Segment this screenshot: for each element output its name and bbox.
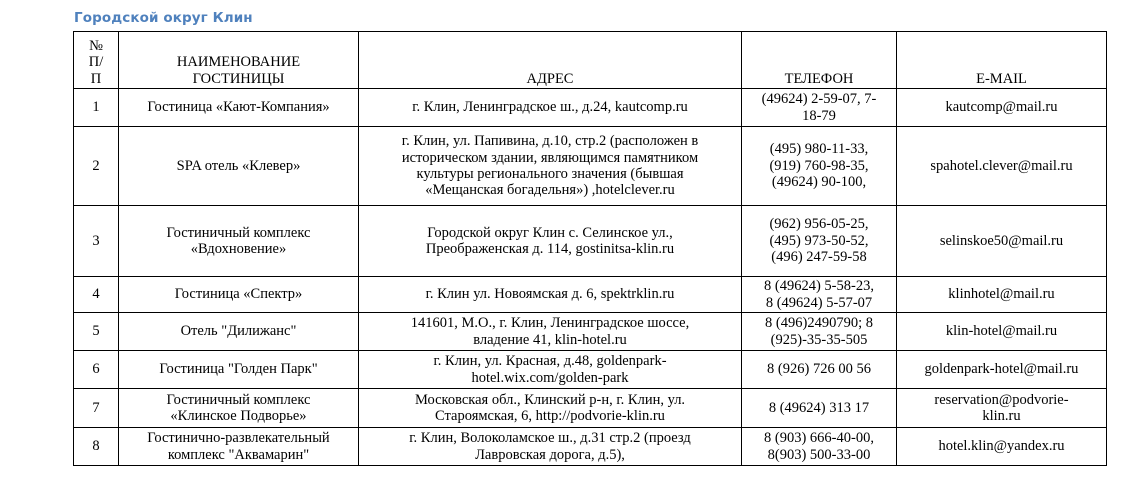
cell-name: SPA отель «Клевер» [119,127,359,206]
table-header-row [74,32,1107,89]
cell-phone: 8 (496)2490790; 8 (925)-35-35-505 [742,313,897,351]
table-row [74,351,1107,389]
cell-phone: 8 (49624) 313 17 [742,389,897,428]
cell-address: г. Клин, ул. Красная, д.48, goldenpark- hotel.wix.com/golden-park [359,351,742,389]
cell-email: spahotel.clever@mail.ru [897,127,1107,206]
cell-address: Московская обл., Клинский р-н, г. Клин, ул. Староямская, 6, http://podvorie-klin.ru [359,389,742,428]
table-row [74,428,1107,466]
header-num: № П/ П [74,32,119,89]
cell-name: Гостиница "Голден Парк" [119,351,359,389]
table-row [74,389,1107,428]
cell-email: klinhotel@mail.ru [897,277,1107,313]
header-address: АДРЕС [359,32,742,89]
cell-email: reservation@podvorie- klin.ru [897,389,1107,428]
cell-address: г. Клин ул. Новоямская д. 6, spektrklin.ru [359,277,742,313]
cell-email: hotel.klin@yandex.ru [897,428,1107,466]
cell-name: Гостиничный комплекс «Клинское Подворье» [119,389,359,428]
cell-phone: (962) 956-05-25, (495) 973-50-52, (496) 247-59-58 [742,206,897,277]
cell-email: klin-hotel@mail.ru [897,313,1107,351]
cell-name: Гостинично-развлекательный комплекс "Аквамарин" [119,428,359,466]
cell-address: г. Клин, Ленинградское ш., д.24, kautcomp.ru [359,89,742,127]
table-row [74,127,1107,206]
cell-num: 1 [74,89,119,127]
section-heading: Городской округ Клин [74,10,253,26]
header-email: E-MAIL [897,32,1107,89]
cell-address: г. Клин, ул. Папивина, д.10, стр.2 (расположен в историческом здании, являющимся памятником культуры регионального значения (бывшая «Мещанская богадельня») ,hotelclever.ru [359,127,742,206]
cell-num: 5 [74,313,119,351]
table-row [74,277,1107,313]
cell-email: goldenpark-hotel@mail.ru [897,351,1107,389]
cell-address: г. Клин, Волоколамское ш., д.31 стр.2 (проезд Лавровская дорога, д.5), [359,428,742,466]
table-row [74,313,1107,351]
cell-num: 4 [74,277,119,313]
cell-phone: 8 (903) 666-40-00, 8(903) 500-33-00 [742,428,897,466]
cell-phone: (495) 980-11-33, (919) 760-98-35, (49624) 90-100, [742,127,897,206]
cell-email: kautcomp@mail.ru [897,89,1107,127]
table-row [74,89,1107,127]
cell-email: selinskoe50@mail.ru [897,206,1107,277]
cell-name: Гостиничный комплекс «Вдохновение» [119,206,359,277]
cell-name: Гостиница «Кают-Компания» [119,89,359,127]
cell-name: Гостиница «Спектр» [119,277,359,313]
table-row [74,206,1107,277]
cell-num: 6 [74,351,119,389]
cell-address: 141601, М.О., г. Клин, Ленинградское шоссе, владение 41, klin-hotel.ru [359,313,742,351]
cell-num: 2 [74,127,119,206]
cell-phone: 8 (49624) 5-58-23, 8 (49624) 5-57-07 [742,277,897,313]
header-name: НАИМЕНОВАНИЕ ГОСТИНИЦЫ [119,32,359,89]
cell-num: 3 [74,206,119,277]
hotels-table [73,31,1107,466]
cell-address: Городской округ Клин с. Селинское ул., Преображенская д. 114, gostinitsa-klin.ru [359,206,742,277]
cell-num: 8 [74,428,119,466]
cell-name: Отель "Дилижанс" [119,313,359,351]
cell-phone: (49624) 2-59-07, 7- 18-79 [742,89,897,127]
cell-num: 7 [74,389,119,428]
cell-phone: 8 (926) 726 00 56 [742,351,897,389]
header-phone: ТЕЛЕФОН [742,32,897,89]
